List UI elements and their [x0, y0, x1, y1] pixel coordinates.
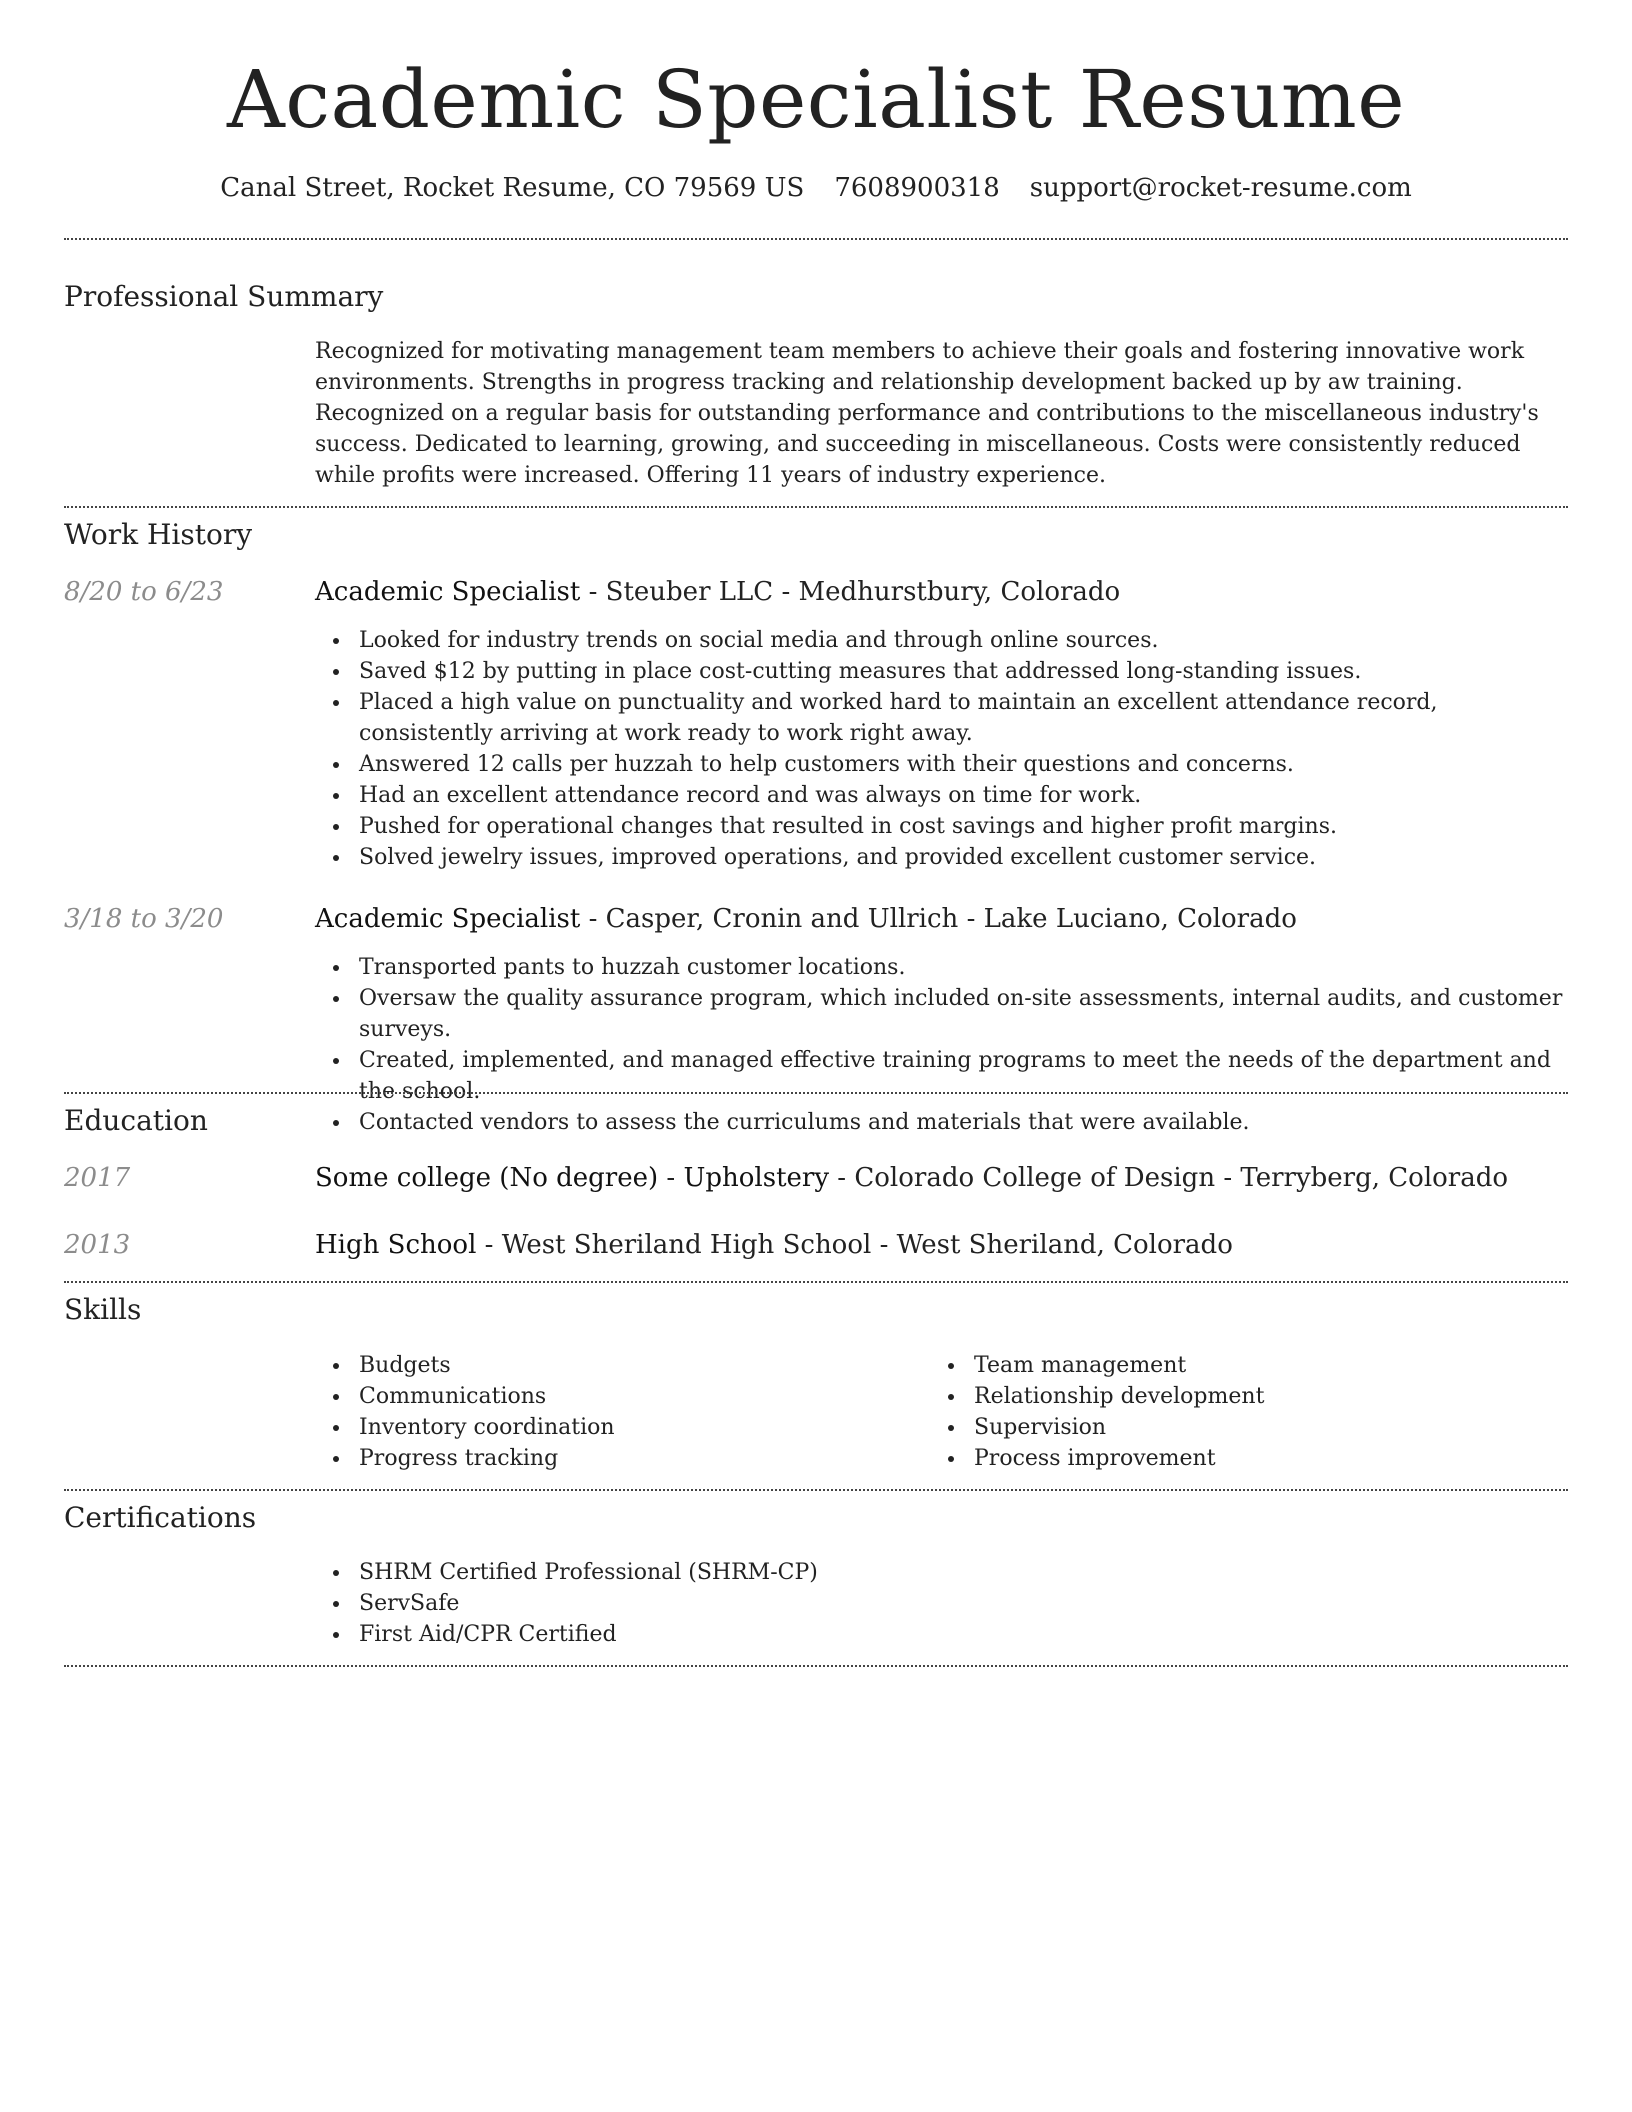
list-item: Progress tracking	[359, 1443, 1568, 1474]
job-bullets	[315, 952, 1568, 1138]
education-school: West Sheriland High School	[501, 1230, 872, 1260]
list-item: Oversaw the quality assurance program, which included on-site assessments, internal audits, and customer surveys.	[359, 983, 1568, 1045]
list-item: First Aid/CPR Certified	[359, 1619, 1568, 1650]
list-item: Communications	[359, 1381, 1568, 1412]
list-item: Placed a high value on punctuality and worked hard to maintain an excellent attendance record, consistently arriving at work ready to work right away.	[359, 687, 1568, 749]
education-degree: Some college (No degree)	[315, 1163, 659, 1193]
section-divider	[64, 1281, 1568, 1283]
education-degree: High School	[315, 1230, 477, 1260]
education-location: Terryberg, Colorado	[1240, 1163, 1509, 1193]
list-item: Process improvement	[974, 1443, 1632, 1474]
summary-text: Recognized for motivating management team members to achieve their goals and fostering innovative work environments. Strengths in progress tracking and relationship development backed up by aw training. Recognized on a regular basis for outstanding performance and contributions to the miscellaneous industry's success. Dedicated to learning, growing, and succeeding in miscellaneous. Costs were consistently reduced while profits were increased. Offering 11 years of industry experience.	[315, 339, 1539, 488]
education-year: 2013	[64, 1230, 131, 1260]
skills-list-right	[930, 1350, 1632, 1474]
job-dates: 3/18 to 3/20	[64, 904, 224, 934]
section-divider	[64, 1489, 1568, 1491]
list-item: Had an excellent attendance record and was always on time for work.	[359, 780, 1568, 811]
contact-line	[64, 168, 1568, 208]
job-bullets	[315, 625, 1568, 873]
list-item: ServSafe	[359, 1588, 1568, 1619]
education-field: Upholstery	[683, 1163, 830, 1193]
list-item: SHRM Certified Professional (SHRM-CP)	[359, 1557, 1568, 1588]
job-company: Casper, Cronin and Ullrich	[605, 904, 959, 934]
job-location: Lake Luciano, Colorado	[983, 904, 1297, 934]
certifications-heading: Certifications	[64, 1501, 257, 1534]
list-item: Supervision	[974, 1412, 1632, 1443]
list-item: Relationship development	[974, 1381, 1632, 1412]
list-item: Inventory coordination	[359, 1412, 1568, 1443]
job-heading: Academic Specialist - Casper, Cronin and Ullrich - Lake Luciano, Colorado	[315, 904, 1297, 934]
job-title: Academic Specialist	[315, 577, 581, 607]
section-divider	[64, 238, 1568, 240]
contact-email: support@rocket-resume.com	[1029, 173, 1412, 203]
education-heading: Education	[64, 1104, 208, 1137]
education-school: Colorado College of Design	[854, 1163, 1216, 1193]
skills-heading: Skills	[64, 1293, 142, 1326]
contact-address: Canal Street, Rocket Resume, CO 79569 US	[220, 173, 805, 203]
list-item: Team management	[974, 1350, 1632, 1381]
list-item: Answered 12 calls per huzzah to help customers with their questions and concerns.	[359, 749, 1568, 780]
education-location: West Sheriland, Colorado	[896, 1230, 1233, 1260]
list-item: Saved $12 by putting in place cost-cutting measures that addressed long-standing issues.	[359, 656, 1568, 687]
job-dates: 8/20 to 6/23	[64, 577, 224, 607]
list-item: Budgets	[359, 1350, 1568, 1381]
list-item: Created, implemented, and managed effective training programs to meet the needs of the department and the school.	[359, 1045, 1568, 1107]
resume-title: Academic Specialist Resume	[226, 53, 1406, 146]
list-item: Solved jewelry issues, improved operations, and provided excellent customer service.	[359, 842, 1568, 873]
list-item: Transported pants to huzzah customer locations.	[359, 952, 1568, 983]
section-divider	[64, 506, 1568, 508]
education-year: 2017	[64, 1163, 131, 1193]
section-divider	[64, 1665, 1568, 1667]
list-item: Looked for industry trends on social media and through online sources.	[359, 625, 1568, 656]
job-title: Academic Specialist	[315, 904, 581, 934]
section-divider	[64, 1092, 1568, 1094]
list-item: Contacted vendors to assess the curriculums and materials that were available.	[359, 1107, 1568, 1138]
list-item: Pushed for operational changes that resulted in cost savings and higher profit margins.	[359, 811, 1568, 842]
work-history-heading: Work History	[64, 518, 253, 551]
contact-phone: 7608900318	[834, 173, 1000, 203]
education-entry: Some college (No degree) - Upholstery - Colorado College of Design - Terryberg, Colorado	[315, 1163, 1509, 1193]
certifications-list	[315, 1557, 1568, 1650]
job-location: Medhurstbury, Colorado	[798, 577, 1121, 607]
job-company: Steuber LLC	[605, 577, 774, 607]
job-heading: Academic Specialist - Steuber LLC - Medhurstbury, Colorado	[315, 577, 1121, 607]
summary-heading: Professional Summary	[64, 280, 384, 313]
education-entry: High School - West Sheriland High School - West Sheriland, Colorado	[315, 1230, 1233, 1260]
